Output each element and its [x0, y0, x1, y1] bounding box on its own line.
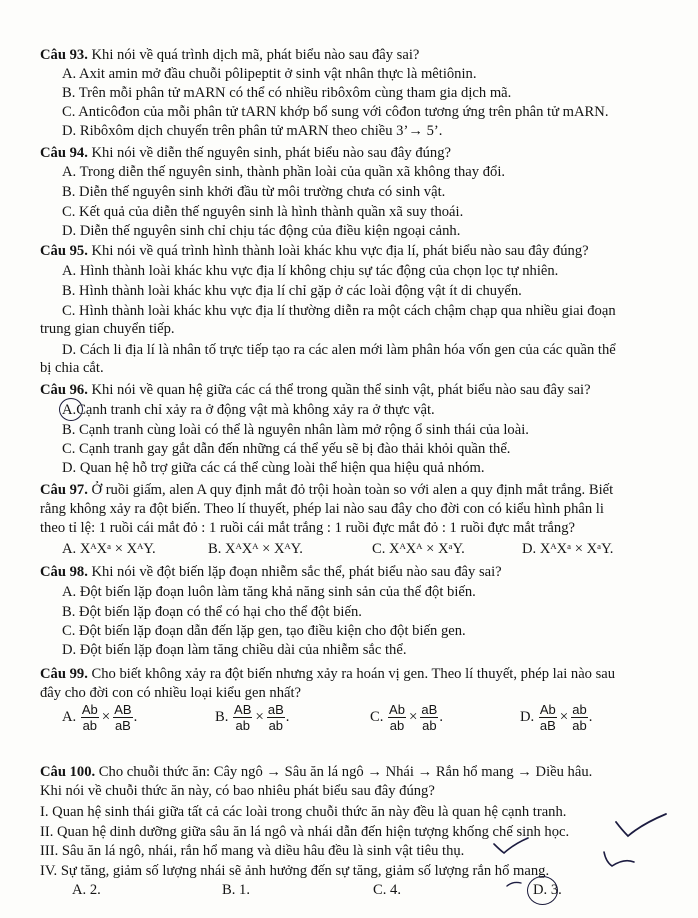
question-99-stem-line2: đây cho đời con có nhiều loại kiểu gen nhất? — [40, 685, 301, 701]
statement-100-1: I. Quan hệ sinh thái giữa tất cả các loài trong chuỗi thức ăn này đều là quan hệ cạnh tranh. — [40, 804, 567, 820]
option-100-d: D. 3. — [533, 882, 562, 898]
option-letter: D. — [533, 882, 548, 898]
option-100-c: C. 4. — [373, 882, 401, 898]
question-97-stem: Câu 97. Ở ruồi giấm, alen A quy định mắt đỏ trội hoàn toàn so với alen a quy định mắt trắng. Biết — [40, 482, 614, 498]
option-94-a: A. Trong diễn thế nguyên sinh, thành phần loài của quần xã không thay đổi. — [62, 164, 506, 180]
question-100-stem: Câu 100. Cho chuỗi thức ăn: Cây ngô → Sâu ăn lá ngô → Nhái → Rắn hổ mang → Diều hâu. — [40, 764, 593, 780]
handwritten-stroke-icon — [505, 880, 525, 890]
option-93-a: A. Axit amin mở đầu chuỗi pôlipeptit ở sinh vật nhân thực là mêtiônin. — [62, 66, 477, 82]
option-96-a: A.Cạnh tranh chỉ xảy ra ở động vật mà không xảy ra ở thực vật. — [62, 402, 435, 418]
genotype-fraction: $\frac{Ab}{ab}$ — [389, 702, 405, 733]
option-97-b: B. XᴬXᴬ × XᴬY. — [208, 541, 303, 557]
genotype-fraction: $\frac{ab}{ab}$ — [572, 702, 587, 733]
option-95-d: D. Cách li địa lí là nhân tố trực tiếp tạo ra các alen mới làm phân hóa vốn gen của các quần thể — [62, 342, 616, 358]
genotype-fraction: $\frac{Ab}{aB}$ — [539, 702, 556, 733]
option-95-c: C. Hình thành loài khác khu vực địa lí thường diễn ra một cách chậm chạp qua nhiều giai đoạn — [62, 303, 616, 319]
handwritten-circle-mark — [59, 398, 83, 421]
question-number: Câu 98. — [40, 564, 88, 580]
option-95-c-cont: trung gian chuyển tiếp. — [40, 321, 175, 337]
option-99-a: A. $\frac{Ab}{ab}$ × $\frac{AB}{aB}$ . — [62, 702, 138, 733]
statement-100-4: IV. Sự tăng, giảm số lượng nhái sẽ ảnh hưởng đến sự tăng, giảm số lượng rắn hổ mang. — [40, 863, 550, 879]
option-94-b: B. Diễn thế nguyên sinh khởi đầu từ môi trường chưa có sinh vật. — [62, 184, 446, 200]
statement-100-3: III. Sâu ăn lá ngô, nhái, rắn hổ mang và diều hâu đều là sinh vật tiêu thụ. — [40, 843, 465, 859]
option-93-b: B. Trên mỗi phân tử mARN có thể có nhiều ribôxôm cùng tham gia dịch mã. — [62, 85, 512, 101]
option-95-a: A. Hình thành loài khác khu vực địa lí không chịu sự tác động của chọn lọc tự nhiên. — [62, 263, 559, 279]
handwritten-check-icon — [600, 848, 640, 872]
question-93-stem: Câu 93. Khi nói về quá trình dịch mã, phát biểu nào sau đây sai? — [40, 47, 420, 63]
handwritten-circle-mark — [527, 876, 558, 905]
handwritten-check-icon — [492, 836, 532, 856]
option-letter: A. — [62, 402, 77, 418]
handwritten-check-icon — [612, 812, 672, 842]
genotype-fraction: $\frac{AB}{aB}$ — [114, 702, 132, 733]
option-93-c: C. Anticôđon của mỗi phân tử tARN khớp bổ sung với côđon tương ứng trên phân tử mARN. — [62, 104, 609, 120]
question-99-stem: Câu 99. Cho biết không xảy ra đột biến nhưng xảy ra hoán vị gen. Theo lí thuyết, phép lai nào sau — [40, 666, 616, 682]
question-number: Câu 94. — [40, 145, 88, 161]
question-number: Câu 100. — [40, 764, 96, 780]
option-98-b: B. Đột biến lặp đoạn có thể có hại cho thể đột biến. — [62, 604, 362, 620]
question-100-stem-line2: Khi nói về chuỗi thức ăn này, có bao nhiêu phát biểu sau đây đúng? — [40, 783, 435, 799]
question-96-stem: Câu 96. Khi nói về quan hệ giữa các cá thể trong quần thể sinh vật, phát biểu nào sau đây sai? — [40, 382, 591, 398]
question-number: Câu 99. — [40, 666, 88, 682]
option-100-b: B. 1. — [222, 882, 250, 898]
option-99-d: D. $\frac{Ab}{aB}$ × $\frac{ab}{ab}$ . — [520, 702, 593, 733]
option-95-d-cont: bị chia cắt. — [40, 360, 104, 376]
option-96-d: D. Quan hệ hỗ trợ giữa các cá thể cùng loài thể hiện qua hiệu quả nhóm. — [62, 460, 485, 476]
question-number: Câu 96. — [40, 382, 88, 398]
option-97-a: A. XᴬXᵃ × XᴬY. — [62, 541, 156, 557]
option-96-c: C. Cạnh tranh gay gắt dẫn đến những cá thể yếu sẽ bị đào thải khỏi quần thể. — [62, 441, 511, 457]
question-97-stem-line2: rằng không xảy ra đột biến. Theo lí thuyết, phép lai nào sau đây cho đời con có kiểu hình phân li — [40, 501, 604, 517]
option-99-c: C. $\frac{Ab}{ab}$ × $\frac{aB}{ab}$ . — [370, 702, 443, 733]
question-number: Câu 95. — [40, 243, 88, 259]
question-94-stem: Câu 94. Khi nói về diễn thế nguyên sinh, phát biểu nào sau đây đúng? — [40, 145, 451, 161]
question-number: Câu 97. — [40, 482, 88, 498]
genotype-fraction: $\frac{AB}{ab}$ — [234, 702, 252, 733]
genotype-fraction: $\frac{Ab}{ab}$ — [81, 702, 98, 733]
question-97-stem-line3: theo tỉ lệ: 1 ruồi cái mắt đỏ : 1 ruồi cái mắt trắng : 1 ruồi đực mắt đỏ : 1 ruồi đực mắt trắng? — [40, 520, 575, 536]
option-96-b: B. Cạnh tranh cùng loài có thể là nguyên nhân làm mở rộng ổ sinh thái của loài. — [62, 422, 529, 438]
option-97-c: C. XᴬXᴬ × XᵃY. — [372, 541, 465, 557]
option-99-b: B. $\frac{AB}{ab}$ × $\frac{aB}{ab}$ . — [215, 702, 290, 733]
option-95-b: B. Hình thành loài khác khu vực địa lí chỉ gặp ở các loài động vật ít di chuyển. — [62, 283, 522, 299]
option-98-a: A. Đột biến lặp đoạn luôn làm tăng khả năng sinh sản của thể đột biến. — [62, 584, 476, 600]
genotype-fraction: $\frac{aB}{ab}$ — [421, 702, 438, 733]
option-98-d: D. Đột biến lặp đoạn làm tăng chiều dài của nhiễm sắc thể. — [62, 642, 407, 658]
option-94-c: C. Kết quả của diễn thế nguyên sinh là hình thành quần xã suy thoái. — [62, 204, 464, 220]
question-98-stem: Câu 98. Khi nói về đột biến lặp đoạn nhiễm sắc thể, phát biểu nào sau đây sai? — [40, 564, 502, 580]
option-98-c: C. Đột biến lặp đoạn dẫn đến lặp gen, tạo điều kiện cho đột biến gen. — [62, 623, 466, 639]
option-94-d: D. Diễn thế nguyên sinh chỉ chịu tác động của điều kiện ngoại cảnh. — [62, 223, 461, 239]
genotype-fraction: $\frac{aB}{ab}$ — [267, 702, 284, 733]
option-100-a: A. 2. — [72, 882, 101, 898]
option-93-d: D. Ribôxôm dịch chuyển trên phân tử mARN theo chiều 3’→ 5’. — [62, 123, 443, 139]
option-97-d: D. XᴬXᵃ × XᵃY. — [522, 541, 614, 557]
question-95-stem: Câu 95. Khi nói về quá trình hình thành loài khác khu vực địa lí, phát biểu nào sau đây đúng? — [40, 243, 589, 259]
statement-100-2: II. Quan hệ dinh dưỡng giữa sâu ăn lá ngô và nhái dẫn đến hiện tượng khống chế sinh học. — [40, 824, 570, 840]
question-number: Câu 93. — [40, 47, 88, 63]
